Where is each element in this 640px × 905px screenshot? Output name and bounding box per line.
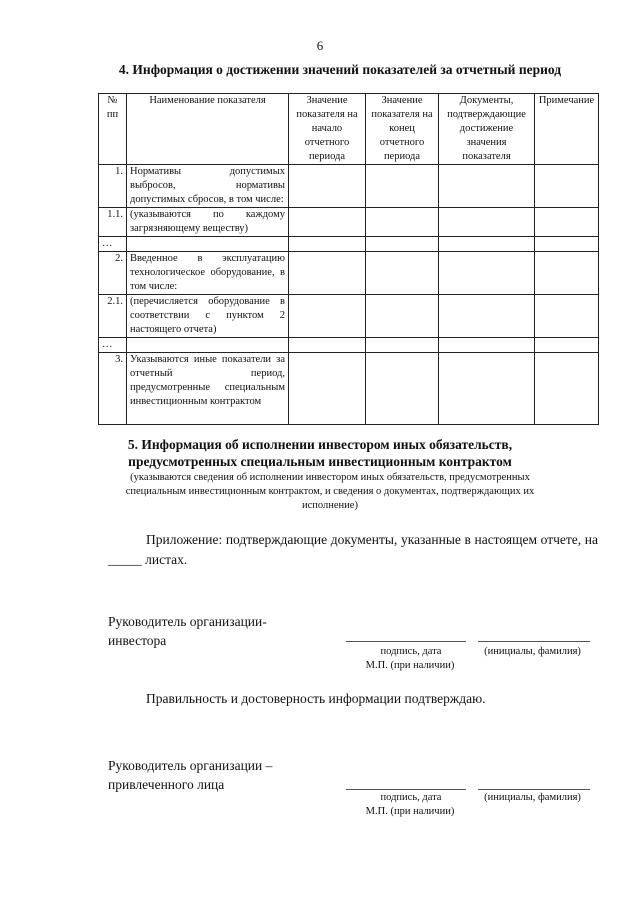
table-row — [99, 237, 599, 252]
row-name: (перечисляется оборудование в соответствии с пунктом 2 настоящего отчета) — [127, 295, 289, 338]
signature1-line — [346, 641, 466, 642]
page-number: 6 — [316, 38, 324, 53]
row-name: (указываются по каждому загрязняющему веществу) — [127, 208, 289, 237]
section4-title: 4. Информация о достижении значений показателей за отчетный период — [118, 62, 562, 77]
row-num: 1. — [99, 165, 127, 208]
row-num: 2. — [99, 252, 127, 295]
signature2-stamp: М.П. (при наличии) — [365, 806, 455, 817]
row-num: 1.1. — [99, 208, 127, 237]
section5-title: 5. Информация об исполнении инвестором иных обязательств, предусмотренных специальным инвестиционным контрактом — [127, 437, 513, 469]
signature1-label: Руководитель организации- инвестора — [108, 614, 267, 648]
signature2-line — [346, 789, 466, 790]
row-num: … — [99, 237, 127, 252]
header-note: Примечание — [535, 94, 599, 165]
row-name — [127, 338, 289, 353]
header-documents: Документы, подтверждающие достижение значения показателя — [439, 94, 535, 165]
signature1-name-caption: (инициалы, фамилия) — [484, 646, 581, 657]
signature1-name-line — [478, 641, 590, 642]
header-start-value: Значение показателя на начало отчетного периода — [289, 94, 366, 165]
signature2-name-caption: (инициалы, фамилия) — [484, 792, 581, 803]
table-row — [99, 208, 599, 237]
table-header-row — [99, 94, 599, 165]
table-row — [99, 295, 599, 338]
signature2-label: Руководитель организации – привлеченного лица — [108, 758, 273, 792]
header-name: Наименование показателя — [127, 94, 289, 165]
row-name: Указываются иные показатели за отчетный период, предусмотренные специальным инвестиционным контрактом — [127, 353, 289, 425]
signature2-caption: подпись, дата — [380, 792, 442, 803]
table-row — [99, 252, 599, 295]
row-num: … — [99, 338, 127, 353]
row-num: 3. — [99, 353, 127, 425]
section5-note: (указываются сведения об исполнении инвестором иных обязательств, предусмотренных специальным инвестиционным контрактом, и сведения о документах, подтверждающих их исполнение) — [125, 472, 535, 511]
table-row — [99, 353, 599, 425]
row-num: 2.1. — [99, 295, 127, 338]
confirmation-text: Правильность и достоверность информации подтверждаю. — [146, 691, 486, 706]
row-name: Введенное в эксплуатацию технологическое оборудование, в том числе: — [127, 252, 289, 295]
signature2-name-line — [478, 789, 590, 790]
table-row — [99, 338, 599, 353]
indicators-table — [98, 93, 599, 425]
table-row — [99, 165, 599, 208]
appendix-text: Приложение: подтверждающие документы, указанные в настоящем отчете, на _____ листах. — [108, 532, 598, 567]
signature1-stamp: М.П. (при наличии) — [365, 660, 455, 671]
signature1-caption: подпись, дата — [380, 646, 442, 657]
row-name — [127, 237, 289, 252]
header-end-value: Значение показателя на конец отчетного периода — [366, 94, 439, 165]
row-name: Нормативы допустимых выбросов, нормативы допустимых сбросов, в том числе: — [127, 165, 289, 208]
header-num: № пп — [99, 94, 127, 165]
